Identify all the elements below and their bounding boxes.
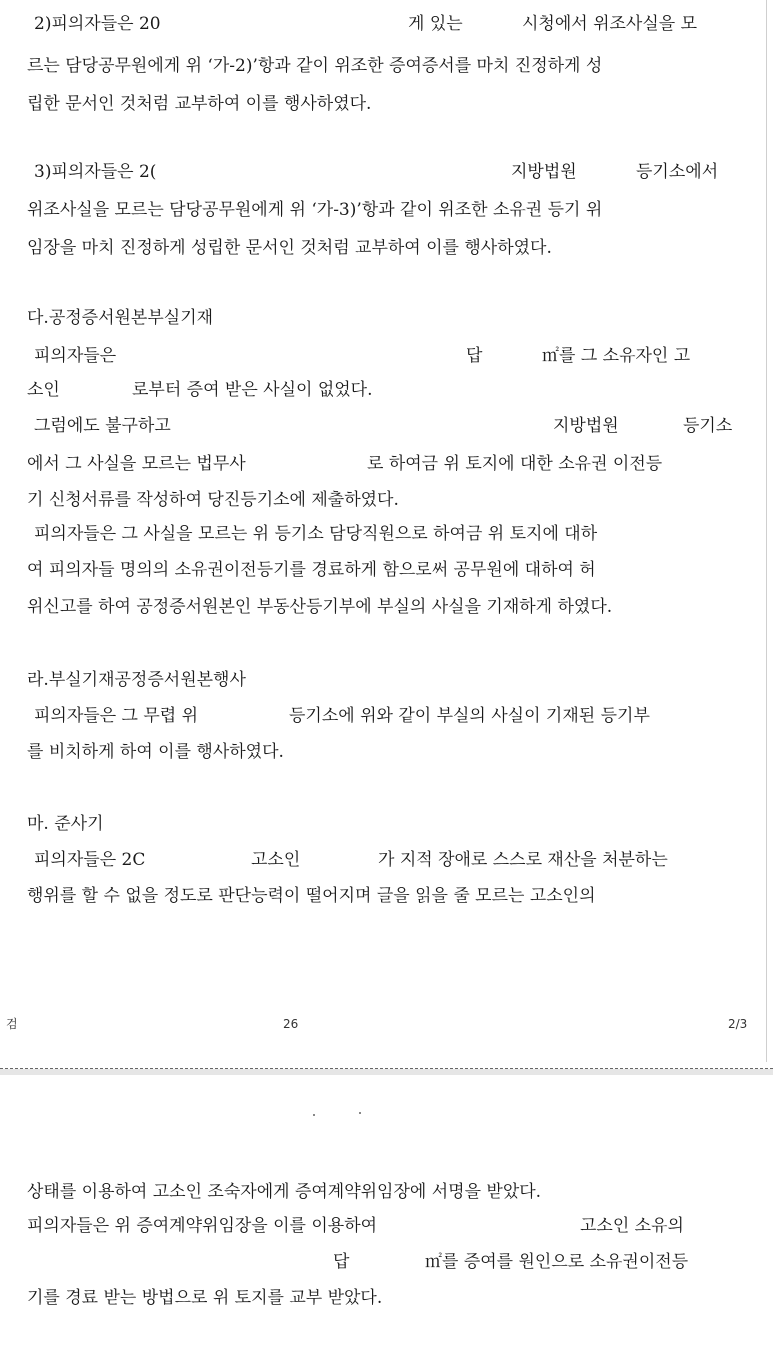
section-heading-ra: [0, 668, 773, 692]
text-segment: 를 비치하게 하여 이를 행사하였다.: [27, 742, 284, 762]
text-segment: 립한 문서인 것처럼 교부하여 이를 행사하였다.: [27, 94, 372, 114]
text-segment: 등기소에서: [636, 162, 719, 182]
text-segment: 고소인: [251, 850, 301, 870]
text-segment: ㎡를 그 소유자인 고: [542, 346, 691, 366]
scan-speck: [313, 1114, 315, 1116]
text-segment: 로 하여금 위 토지에 대한 소유권 이전등: [367, 454, 663, 474]
section-ma-line-1: [0, 848, 773, 872]
text-segment: 고소인 소유의: [580, 1216, 684, 1236]
text-segment: 여 피의자들 명의의 소유권이전등기를 경료하게 함으로써 공무원에 대하여 허: [27, 560, 596, 580]
section-da-line-7: [0, 558, 773, 582]
section-ra-line-2: [0, 740, 773, 764]
text-segment: 가 지적 장애로 스스로 재산을 처분하는: [378, 850, 668, 870]
text-segment: 소인: [27, 380, 60, 400]
section-da-line-2: [0, 378, 773, 402]
text-segment: 행위를 할 수 없을 정도로 판단능력이 떨어지며 글을 읽을 줄 모르는 고소인의: [27, 886, 596, 906]
paragraph-3-line-1: [0, 160, 773, 184]
text-segment: 등기소: [683, 416, 733, 436]
section-ra-line-1: [0, 704, 773, 728]
text-segment: 임장을 마치 진정하게 성립한 문서인 것처럼 교부하여 이를 행사하였다.: [27, 238, 552, 258]
footer-page-number: 2/3: [728, 1017, 748, 1031]
section-da-line-5: [0, 488, 773, 512]
text-segment: 답: [333, 1252, 350, 1272]
text-segment: 로부터 증여 받은 사실이 없었다.: [132, 380, 373, 400]
text-segment: 피의자들은 위 증여계약위임장을 이를 이용하여: [27, 1216, 378, 1236]
text-segment: 2)피의자들은 20: [34, 14, 161, 34]
section-da-line-1: [0, 344, 773, 368]
text-segment: 피의자들은 그 무렵 위: [34, 706, 199, 726]
paragraph-2-line-3: [0, 92, 773, 116]
text-segment: 그럼에도 불구하고: [34, 416, 171, 436]
paragraph-3-line-2: [0, 198, 773, 222]
paragraph-2-line-1: [0, 12, 773, 36]
text-segment: 지방법원: [511, 162, 577, 182]
text-segment: 지방법원: [553, 416, 619, 436]
text-segment: 르는 담당공무원에게 위 ‘가-2)’항과 같이 위조한 증여증서를 마치 진정하게 성: [27, 56, 603, 76]
page2-line-1: [0, 1180, 773, 1204]
scan-frame-edge: [766, 0, 767, 1062]
text-segment: 위조사실을 모르는 담당공무원에게 위 ‘가-3)’항과 같이 위조한 소유권 등기 위: [27, 200, 603, 220]
text-segment: 등기소에 위와 같이 부실의 사실이 기재된 등기부: [289, 706, 650, 726]
text-segment: 에서 그 사실을 모르는 법무사: [27, 454, 246, 474]
text-segment: 기 신청서류를 작성하여 당진등기소에 제출하였다.: [27, 490, 399, 510]
section-ma-line-2: [0, 884, 773, 908]
text-segment: 상태를 이용하여 고소인 조숙자에게 증여계약위임장에 서명을 받았다.: [27, 1182, 542, 1202]
section-heading-ma: [0, 812, 773, 836]
text-segment: 피의자들은: [34, 346, 117, 366]
text-segment: 다.공정증서원본부실기재: [27, 308, 214, 328]
section-heading-da: [0, 306, 773, 330]
section-da-line-3: [0, 414, 773, 438]
page2-line-2: [0, 1214, 773, 1238]
text-segment: 마. 준사기: [27, 814, 104, 834]
page2-line-3: [0, 1250, 773, 1274]
page-gap: [0, 1069, 773, 1075]
text-segment: 기를 경료 받는 방법으로 위 토지를 교부 받았다.: [27, 1288, 383, 1308]
footer-page-code: 26: [283, 1017, 299, 1031]
text-segment: 피의자들은 2C: [34, 850, 146, 870]
text-segment: 피의자들은 그 사실을 모르는 위 등기소 담당직원으로 하여금 위 토지에 대하: [34, 524, 598, 544]
section-da-line-4: [0, 452, 773, 476]
section-da-line-6: [0, 522, 773, 546]
paragraph-2-line-2: [0, 54, 773, 78]
text-segment: 위신고를 하여 공정증서원본인 부동산등기부에 부실의 사실을 기재하게 하였다.: [27, 597, 613, 617]
scan-speck: [359, 1112, 361, 1114]
page2-line-4: [0, 1286, 773, 1310]
text-segment: 시청에서 위조사실을 모: [522, 14, 698, 34]
section-da-line-8: [0, 595, 773, 619]
text-segment: ㎡를 증여를 원인으로 소유권이전등: [425, 1252, 689, 1272]
text-segment: 3)피의자들은 2(: [34, 162, 157, 182]
paragraph-3-line-3: [0, 236, 773, 260]
footer-left-mark: 검: [6, 1017, 18, 1031]
text-segment: 라.부실기재공정증서원본행사: [27, 670, 246, 690]
text-segment: 답: [466, 346, 483, 366]
text-segment: 게 있는: [408, 14, 463, 34]
